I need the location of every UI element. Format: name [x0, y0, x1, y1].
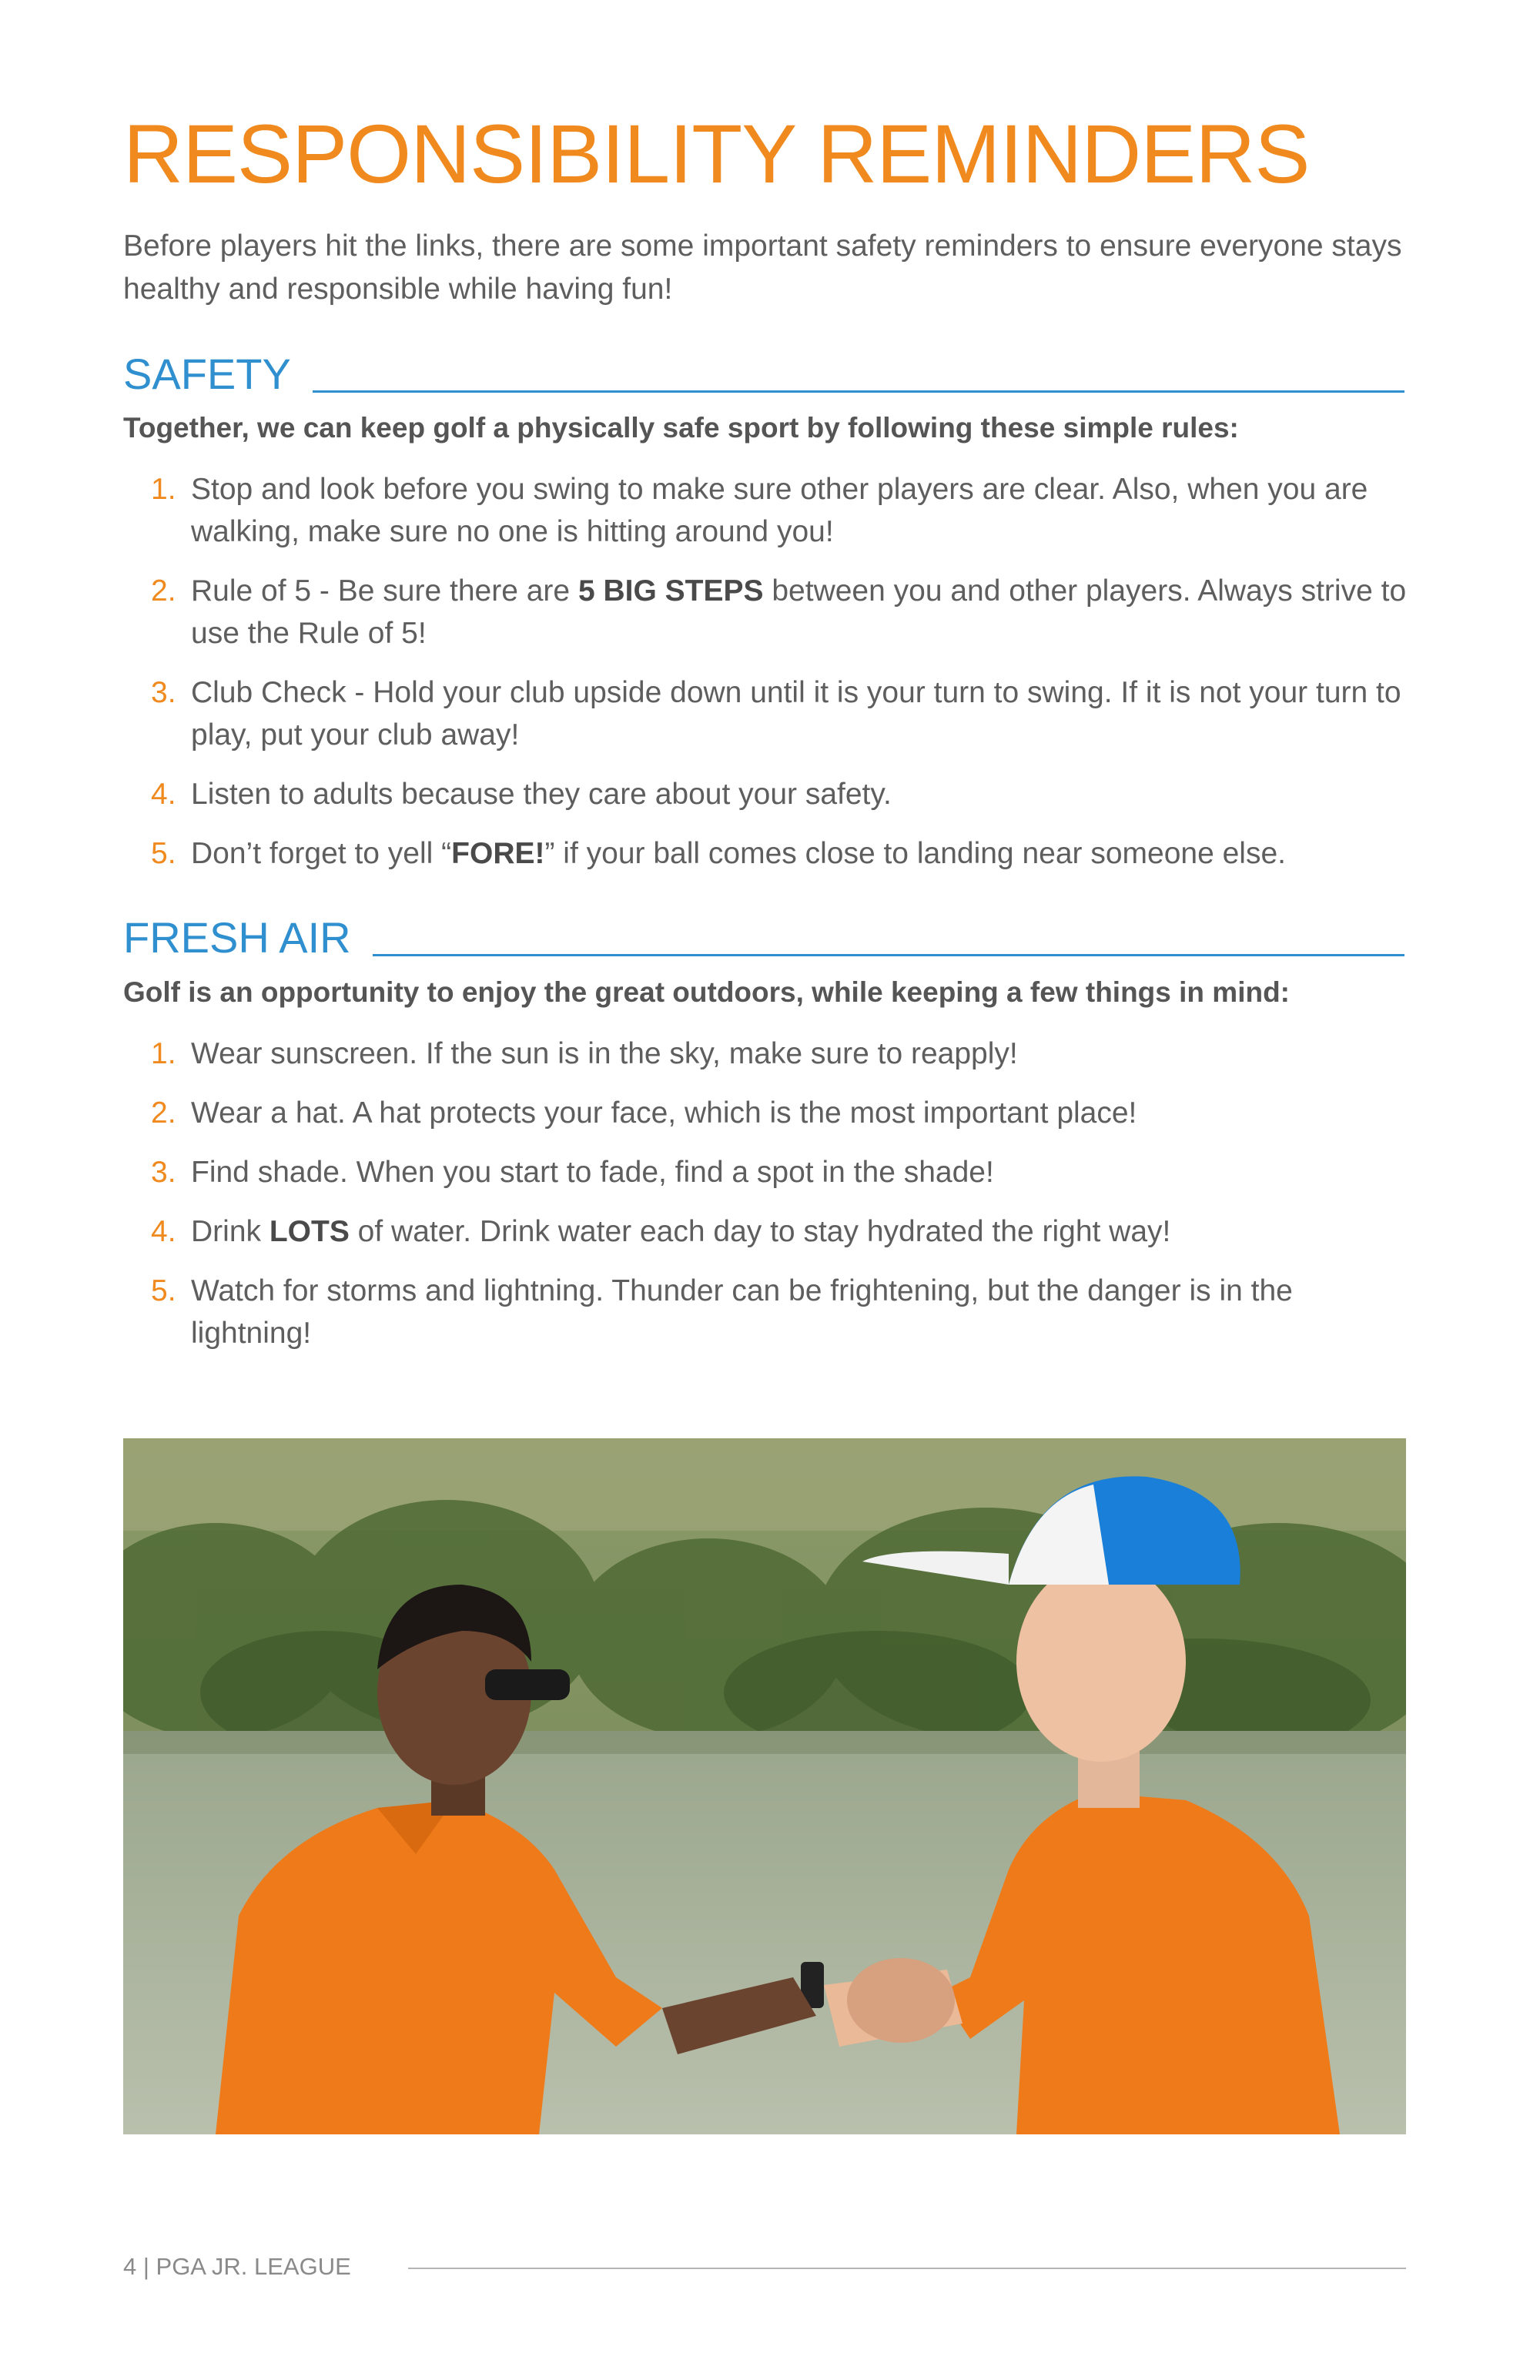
list-item: [151, 570, 1414, 654]
list-item-text: Watch for storms and lightning. Thunder can be frightening, but the danger is in the lightning!: [191, 1274, 1293, 1350]
fresh-air-heading: FRESH AIR: [123, 913, 351, 962]
list-item-text: Wear a hat. A hat protects your face, which is the most important place!: [191, 1096, 1137, 1130]
list-item: [151, 1033, 1414, 1075]
safety-rules-list: [151, 468, 1414, 892]
list-item: [151, 1270, 1414, 1354]
list-item: [151, 773, 1414, 815]
list-item-number: 5.: [151, 837, 176, 870]
list-item-text: Listen to adults because they care about your safety.: [191, 778, 892, 811]
list-item-text: ” if your ball comes close to landing near someone else.: [544, 837, 1286, 870]
list-item-text: Rule of 5 - Be sure there are: [191, 574, 578, 608]
list-item-text: between you and other players. Always strive to use the Rule of 5!: [191, 574, 1407, 650]
footer-divider: [408, 2268, 1406, 2269]
list-item-text: Drink: [191, 1215, 270, 1248]
fresh-air-lead: Golf is an opportunity to enjoy the great outdoors, while keeping a few things in mind:: [123, 976, 1290, 1008]
list-item-text: Stop and look before you swing to make sure other players are clear. Also, when you are walking, make sure no one is hitting around you!: [191, 473, 1368, 548]
emphasis-text: FORE!: [451, 837, 545, 870]
list-item-text: Don’t forget to yell “: [191, 837, 452, 870]
list-item-text: Club Check - Hold your club upside down until it is your turn to swing. If it is not your turn to play, put your club away!: [191, 676, 1401, 751]
list-item-number: 1.: [151, 473, 176, 506]
fresh-air-section-header: [123, 909, 1404, 962]
page-title: RESPONSIBILITY REMINDERS: [123, 107, 1310, 200]
list-item-number: 3.: [151, 1156, 176, 1189]
list-item: [151, 1092, 1414, 1134]
safety-heading: SAFETY: [123, 350, 291, 398]
section-divider: [373, 954, 1404, 956]
page-footer: 4 | PGA JR. LEAGUE: [123, 2253, 351, 2280]
fresh-air-rules-list: [151, 1033, 1414, 1371]
list-item: [151, 671, 1414, 756]
safety-lead: Together, we can keep golf a physically safe sport by following these simple rules:: [123, 412, 1239, 444]
list-item-number: 4.: [151, 778, 176, 811]
section-divider: [313, 390, 1404, 393]
emphasis-text: LOTS: [269, 1215, 350, 1248]
list-item-text: Wear sunscreen. If the sun is in the sky, make sure to reapply!: [191, 1037, 1018, 1070]
list-item: [151, 1151, 1414, 1193]
intro-paragraph: Before players hit the links, there are some important safety reminders to ensure everyone stays healthy and responsible while having fun!: [123, 229, 1402, 306]
list-item-text: Find shade. When you start to fade, find a spot in the shade!: [191, 1156, 994, 1189]
photo-illustration: [123, 1438, 1406, 2134]
list-item-number: 1.: [151, 1037, 176, 1070]
safety-section-header: [123, 345, 1404, 399]
list-item-number: 5.: [151, 1274, 176, 1307]
golfers-handshake-photo: [123, 1438, 1406, 2134]
list-item-number: 3.: [151, 676, 176, 709]
list-item-number: 2.: [151, 1096, 176, 1130]
list-item: [151, 468, 1414, 553]
list-item: [151, 832, 1414, 875]
list-item-number: 4.: [151, 1215, 176, 1248]
list-item: [151, 1210, 1414, 1253]
list-item-number: 2.: [151, 574, 176, 608]
list-item-text: of water. Drink water each day to stay hydrated the right way!: [349, 1215, 1171, 1248]
emphasis-text: 5 BIG STEPS: [578, 574, 764, 608]
